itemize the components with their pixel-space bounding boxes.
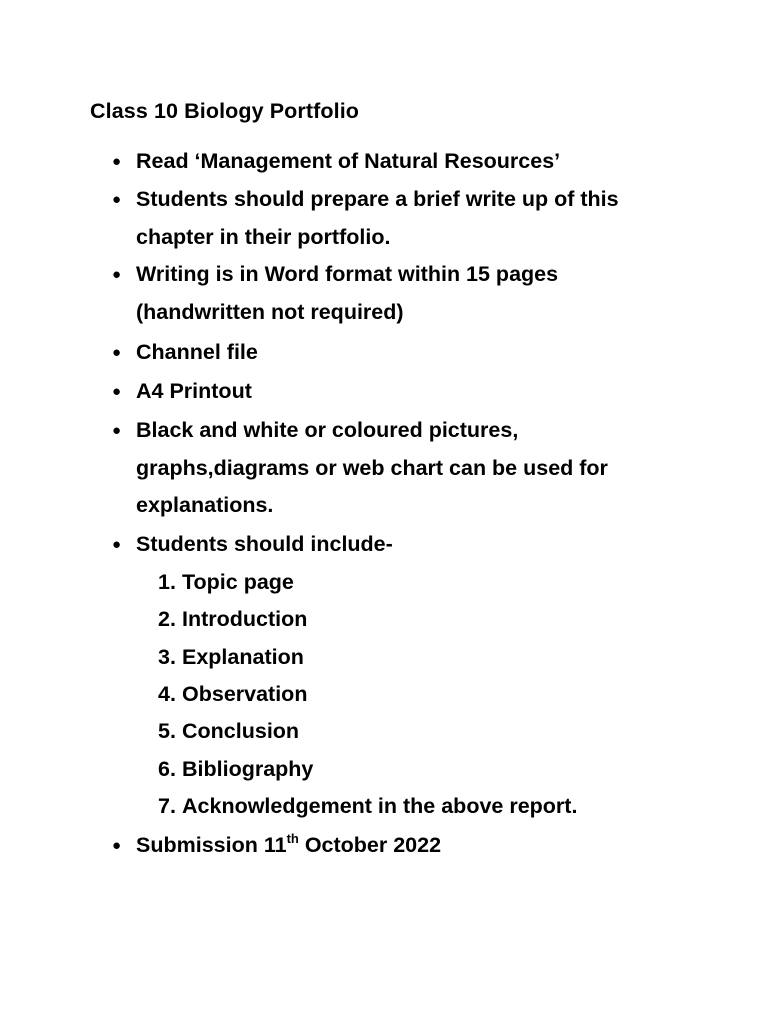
item-text: Explanation [182,645,304,669]
bullet-dot: ● [112,191,122,208]
bullet-item [112,334,672,372]
bullet-item [112,373,672,411]
bullet-dot: ● [112,536,122,553]
submission-prefix: Submission 11 [136,833,287,857]
numbered-item [158,754,313,784]
bullet-dot: ● [112,153,122,170]
bullet-dot: ● [112,422,122,439]
item-number: 1. [158,570,176,594]
bullet-item [112,412,672,525]
item-text: Observation [182,682,308,706]
item-number: 3. [158,645,176,669]
item-number: 6. [158,757,176,781]
bullet-text: Students should include- [136,532,393,556]
item-text: Introduction [182,607,308,631]
numbered-item [158,567,294,597]
numbered-item [158,604,307,634]
item-text: Acknowledgement in the above report. [182,794,578,818]
numbered-item [158,679,307,709]
item-text: Bibliography [182,757,314,781]
numbered-item [158,642,304,672]
bullet-item [112,256,672,331]
bullet-text: Channel file [136,340,258,364]
submission-superscript: th [286,831,299,846]
item-text: Topic page [182,570,294,594]
bullet-item [112,143,672,181]
bullet-text: Read ‘Management of Natural Resources’ [136,149,561,173]
submission-suffix: October 2022 [298,833,442,857]
numbered-item [158,791,577,821]
page-title: Class 10 Biology Portfolio [90,99,360,123]
bullet-dot: ● [112,266,122,283]
bullet-text: Writing is in Word format within 15 pages (handwritten not required) [136,262,559,324]
bullet-text: Students should prepare a brief write up of this chapter in their portfolio. [136,187,619,249]
bullet-dot: ● [112,383,122,400]
bullet-text: Black and white or coloured pictures, graphs,diagrams or web chart can be used for explanations. [136,418,608,517]
item-number: 2. [158,607,176,631]
item-text: Conclusion [182,719,300,743]
numbered-item [158,716,299,746]
bullet-item [112,181,672,256]
bullet-dot: ● [112,837,122,854]
bullet-text: A4 Printout [136,379,252,403]
bullet-item-submission [112,827,672,865]
submission-text [136,827,672,865]
bullet-item [112,526,672,564]
item-number: 4. [158,682,176,706]
item-number: 5. [158,719,176,743]
item-number: 7. [158,794,176,818]
bullet-dot: ● [112,344,122,361]
